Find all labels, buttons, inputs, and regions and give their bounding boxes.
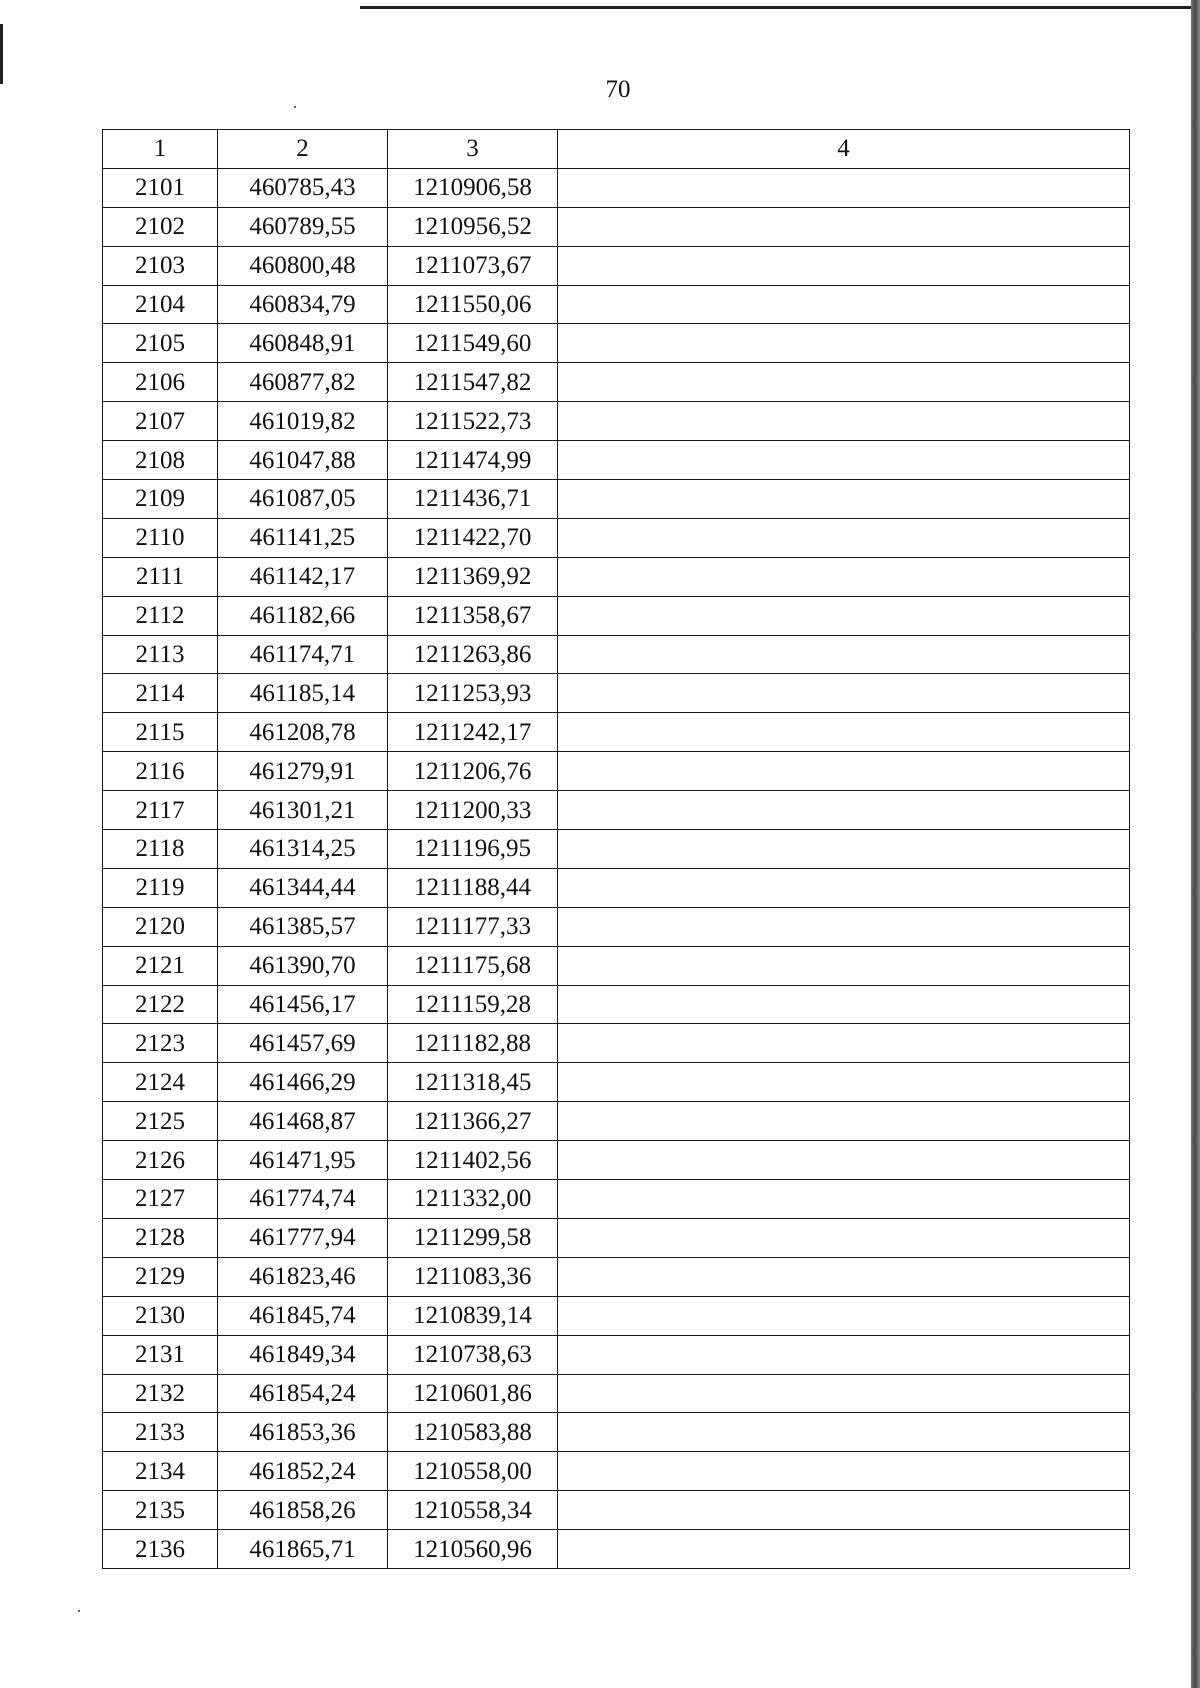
x-coordinate-cell: 461019,82 [218,402,388,441]
table-row [103,752,1130,791]
table-row [103,1374,1130,1413]
table-row [103,1063,1130,1102]
point-number-cell: 2104 [103,285,218,324]
x-coordinate-cell: 461852,24 [218,1452,388,1491]
table-row [103,791,1130,830]
table-header-row [103,130,1130,169]
x-coordinate-cell: 461208,78 [218,713,388,752]
description-cell [558,907,1130,946]
y-coordinate-cell: 1211522,73 [388,402,558,441]
description-cell [558,1257,1130,1296]
point-number-cell: 2127 [103,1180,218,1219]
y-coordinate-cell: 1211175,68 [388,946,558,985]
scan-left-edge-mark [0,24,3,84]
y-coordinate-cell: 1211196,95 [388,830,558,869]
table-row [103,402,1130,441]
description-cell [558,1335,1130,1374]
table-row [103,363,1130,402]
x-coordinate-cell: 461344,44 [218,868,388,907]
y-coordinate-cell: 1210560,96 [388,1530,558,1569]
y-coordinate-cell: 1211422,70 [388,518,558,557]
description-cell [558,1296,1130,1335]
description-cell [558,480,1130,519]
scan-speck [78,1610,80,1612]
table-row [103,1257,1130,1296]
description-cell [558,985,1130,1024]
y-coordinate-cell: 1210558,34 [388,1491,558,1530]
x-coordinate-cell: 461047,88 [218,441,388,480]
coordinates-table [102,129,1130,1569]
description-cell [558,1102,1130,1141]
x-coordinate-cell: 461823,46 [218,1257,388,1296]
x-coordinate-cell: 461185,14 [218,674,388,713]
y-coordinate-cell: 1211083,36 [388,1257,558,1296]
y-coordinate-cell: 1211188,44 [388,868,558,907]
x-coordinate-cell: 461142,17 [218,557,388,596]
description-cell [558,868,1130,907]
x-coordinate-cell: 461390,70 [218,946,388,985]
x-coordinate-cell: 460789,55 [218,207,388,246]
description-cell [558,713,1130,752]
description-cell [558,1024,1130,1063]
description-cell [558,246,1130,285]
table-row [103,713,1130,752]
point-number-cell: 2133 [103,1413,218,1452]
y-coordinate-cell: 1211318,45 [388,1063,558,1102]
description-cell [558,635,1130,674]
description-cell [558,1180,1130,1219]
table-row [103,168,1130,207]
y-coordinate-cell: 1211177,33 [388,907,558,946]
table-row [103,1218,1130,1257]
x-coordinate-cell: 460834,79 [218,285,388,324]
x-coordinate-cell: 461141,25 [218,518,388,557]
point-number-cell: 2126 [103,1141,218,1180]
x-coordinate-cell: 461314,25 [218,830,388,869]
table-row [103,1024,1130,1063]
point-number-cell: 2123 [103,1024,218,1063]
x-coordinate-cell: 461457,69 [218,1024,388,1063]
table-row [103,1491,1130,1530]
point-number-cell: 2108 [103,441,218,480]
description-cell [558,1218,1130,1257]
y-coordinate-cell: 1211332,00 [388,1180,558,1219]
scan-right-edge-shadow [1191,0,1200,1688]
y-coordinate-cell: 1211263,86 [388,635,558,674]
table-row [103,946,1130,985]
point-number-cell: 2120 [103,907,218,946]
table-row [103,518,1130,557]
y-coordinate-cell: 1210738,63 [388,1335,558,1374]
description-cell [558,1491,1130,1530]
table-row [103,246,1130,285]
description-cell [558,207,1130,246]
y-coordinate-cell: 1211358,67 [388,596,558,635]
point-number-cell: 2107 [103,402,218,441]
point-number-cell: 2113 [103,635,218,674]
point-number-cell: 2125 [103,1102,218,1141]
point-number-cell: 2122 [103,985,218,1024]
x-coordinate-cell: 461849,34 [218,1335,388,1374]
y-coordinate-cell: 1211369,92 [388,557,558,596]
description-cell [558,1374,1130,1413]
point-number-cell: 2117 [103,791,218,830]
y-coordinate-cell: 1210839,14 [388,1296,558,1335]
point-number-cell: 2111 [103,557,218,596]
x-coordinate-cell: 461182,66 [218,596,388,635]
x-coordinate-cell: 461466,29 [218,1063,388,1102]
x-coordinate-cell: 460785,43 [218,168,388,207]
x-coordinate-cell: 461174,71 [218,635,388,674]
description-cell [558,363,1130,402]
table-row [103,1530,1130,1569]
point-number-cell: 2115 [103,713,218,752]
x-coordinate-cell: 461774,74 [218,1180,388,1219]
table-row [103,1296,1130,1335]
description-cell [558,402,1130,441]
x-coordinate-cell: 461456,17 [218,985,388,1024]
table-body [103,168,1130,1568]
y-coordinate-cell: 1211073,67 [388,246,558,285]
point-number-cell: 2101 [103,168,218,207]
table-row [103,207,1130,246]
table-row [103,1452,1130,1491]
x-coordinate-cell: 461279,91 [218,752,388,791]
table-row [103,1102,1130,1141]
description-cell [558,830,1130,869]
y-coordinate-cell: 1210601,86 [388,1374,558,1413]
y-coordinate-cell: 1210583,88 [388,1413,558,1452]
scan-top-rule [360,6,1200,9]
point-number-cell: 2118 [103,830,218,869]
table-row [103,985,1130,1024]
column-header-3: 3 [388,130,558,169]
x-coordinate-cell: 461468,87 [218,1102,388,1141]
point-number-cell: 2109 [103,480,218,519]
y-coordinate-cell: 1211242,17 [388,713,558,752]
point-number-cell: 2130 [103,1296,218,1335]
table-row [103,1180,1130,1219]
point-number-cell: 2128 [103,1218,218,1257]
y-coordinate-cell: 1211549,60 [388,324,558,363]
y-coordinate-cell: 1210558,00 [388,1452,558,1491]
x-coordinate-cell: 461777,94 [218,1218,388,1257]
x-coordinate-cell: 461385,57 [218,907,388,946]
x-coordinate-cell: 460800,48 [218,246,388,285]
description-cell [558,752,1130,791]
description-cell [558,1530,1130,1569]
table-row [103,635,1130,674]
table-row [103,480,1130,519]
table-row [103,441,1130,480]
x-coordinate-cell: 461471,95 [218,1141,388,1180]
table-row [103,285,1130,324]
column-header-2: 2 [218,130,388,169]
table-row [103,324,1130,363]
table-row [103,868,1130,907]
y-coordinate-cell: 1211299,58 [388,1218,558,1257]
table-row [103,1335,1130,1374]
y-coordinate-cell: 1211366,27 [388,1102,558,1141]
description-cell [558,285,1130,324]
point-number-cell: 2121 [103,946,218,985]
y-coordinate-cell: 1210906,58 [388,168,558,207]
table-row [103,557,1130,596]
y-coordinate-cell: 1211206,76 [388,752,558,791]
y-coordinate-cell: 1211182,88 [388,1024,558,1063]
description-cell [558,324,1130,363]
description-cell [558,791,1130,830]
description-cell [558,1141,1130,1180]
point-number-cell: 2131 [103,1335,218,1374]
description-cell [558,441,1130,480]
y-coordinate-cell: 1211159,28 [388,985,558,1024]
point-number-cell: 2103 [103,246,218,285]
description-cell [558,946,1130,985]
column-header-4: 4 [558,130,1130,169]
table-row [103,907,1130,946]
x-coordinate-cell: 461854,24 [218,1374,388,1413]
y-coordinate-cell: 1210956,52 [388,207,558,246]
table-row [103,1141,1130,1180]
description-cell [558,674,1130,713]
y-coordinate-cell: 1211200,33 [388,791,558,830]
point-number-cell: 2102 [103,207,218,246]
point-number-cell: 2134 [103,1452,218,1491]
x-coordinate-cell: 461845,74 [218,1296,388,1335]
description-cell [558,518,1130,557]
point-number-cell: 2105 [103,324,218,363]
y-coordinate-cell: 1211436,71 [388,480,558,519]
point-number-cell: 2135 [103,1491,218,1530]
point-number-cell: 2129 [103,1257,218,1296]
x-coordinate-cell: 461865,71 [218,1530,388,1569]
scan-speck [294,106,296,108]
point-number-cell: 2114 [103,674,218,713]
point-number-cell: 2119 [103,868,218,907]
y-coordinate-cell: 1211550,06 [388,285,558,324]
y-coordinate-cell: 1211402,56 [388,1141,558,1180]
table-row [103,596,1130,635]
x-coordinate-cell: 461858,26 [218,1491,388,1530]
y-coordinate-cell: 1211547,82 [388,363,558,402]
x-coordinate-cell: 460848,91 [218,324,388,363]
point-number-cell: 2110 [103,518,218,557]
point-number-cell: 2124 [103,1063,218,1102]
point-number-cell: 2116 [103,752,218,791]
table-row [103,830,1130,869]
point-number-cell: 2132 [103,1374,218,1413]
column-header-1: 1 [103,130,218,169]
table-row [103,1413,1130,1452]
point-number-cell: 2106 [103,363,218,402]
y-coordinate-cell: 1211474,99 [388,441,558,480]
description-cell [558,168,1130,207]
description-cell [558,1063,1130,1102]
x-coordinate-cell: 461301,21 [218,791,388,830]
description-cell [558,557,1130,596]
point-number-cell: 2136 [103,1530,218,1569]
x-coordinate-cell: 461853,36 [218,1413,388,1452]
description-cell [558,596,1130,635]
page-number: 70 [605,76,631,103]
description-cell [558,1452,1130,1491]
y-coordinate-cell: 1211253,93 [388,674,558,713]
point-number-cell: 2112 [103,596,218,635]
description-cell [558,1413,1130,1452]
x-coordinate-cell: 461087,05 [218,480,388,519]
x-coordinate-cell: 460877,82 [218,363,388,402]
table-row [103,674,1130,713]
